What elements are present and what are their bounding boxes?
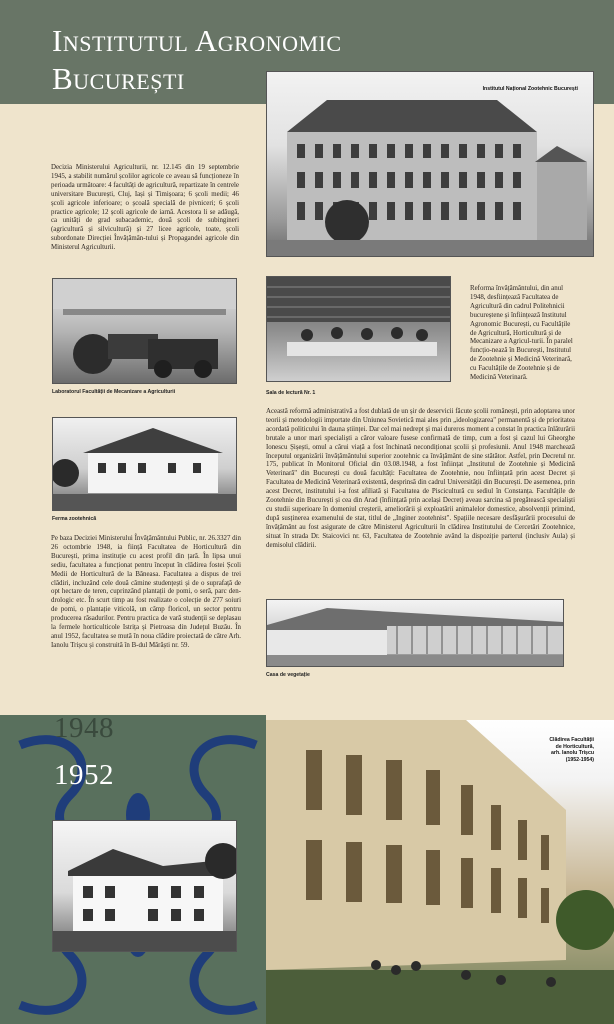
horticulture-building-photo — [266, 720, 614, 1024]
horticulture-caption-line-4: (1952-1954) — [565, 756, 594, 763]
main-building-caption: Institutul Național Zootehnic București — [482, 86, 578, 92]
paragraph-zootechnics-1948: Această reformă administrativă a fost dublată de un șir de deservicii făcute școlii românești, prin adoptarea unor teorii și metodologii importate din Uniunea Sovietică mai ales prin „ideologizarea" permanentă și de prioritatea acordată politicului în dauna științei. Dar cel mai nedrept și mai dureros moment a constat în practica înlăturării brutale a unor mari specialiști a căror valoare fusese confirmată de timp, cum a fost și cazul lui Gheorghe Ionescu Șișești, omul a cărui viață a fost închinată necondiționat școlii și profesiunii. Anul 1948 marchează începutul organizării învățământului superior zootehnic ca învățământ de sine stătător. Astfel, prin Decretul nr. 175, publicat în Monitorul Oficial din 03.08.1948, a fost înființat „Institutul de Zootehnie și Medicină Veterinară" din București cu două facultăți: Facultatea de Zootehnie, nou înființată prin acest Decret și Facultatea de Medicină Veterinară existentă, desprinsă din cadrul Universității din București. De asemenea, prin acest Decret, institutului i-a fost afiliată și Facultatea de Piscicultură cu sediul în Constanța. Facultățile de Zootehnie din București și cea din Arad (înființată prin același Decret) aveau sarcina să pregătească specialiști cu studii superioare în domeniul creșterii, ameliorării și exploatării animalelor domestice, absolvenții primind, după susținerea examenului de stat, titlul de „Inginer zootehnist". Spațiile necesare desfășurării procesului de învățământ au fost asigurate de către Ministerul Agriculturii în clădirea Institutului de Cercetări Zootehnice, situat în strada Dr. Staicovici nr. 63, Facultatea de Zootehnie având la dispoziție parterul (inclusiv Aula) și demisolul clădirii. — [266, 408, 576, 549]
horticulture-caption-line-3: arh. Ianolu Trișcu — [551, 750, 594, 756]
title-line-1: Institutul Agronomic — [52, 23, 342, 58]
main-building-photo — [266, 71, 594, 257]
title-line-2: București — [52, 61, 185, 96]
horticulture-caption-line-1: Clădirea Facultății — [549, 737, 594, 743]
greenhouse-caption: Casa de vegetație — [266, 672, 310, 678]
small-building-photo — [52, 820, 237, 952]
mechanization-lab-photo — [52, 278, 237, 384]
zootechnical-farm-caption: Ferma zootehnică — [52, 516, 97, 522]
paragraph-reform-1948: Reforma învățământului, din anul 1948, desființează Facultatea de Agricultură din cadrul Politehnicii bucureștene și înființează Institutul Agronomic București, cu Facultățile de Agricultură, Horticultură și de Mecanizare a Agricul-turii. În paralel funcțio-nează în București, Institutul de Zootehnie și Medicină Veterinară, cu Facultățile de Zootehnie și de Medicină Veterinară. — [470, 285, 573, 382]
year-start: 1948 — [54, 712, 114, 744]
reading-room-caption: Sala de lectură Nr. 1 — [266, 390, 316, 396]
mechanization-lab-caption: Laboratorul Facultății de Mecanizare a Agriculturii — [52, 389, 176, 395]
zootechnical-farm-photo — [52, 417, 237, 511]
greenhouse-photo — [266, 599, 564, 667]
paragraph-decision-1945: Decizia Ministerului Agriculturii, nr. 12.145 din 19 septembrie 1945, a stabilit numărul școlilor agricole ce aveau să funcționeze în perioada următoare: 4 facultăți de agricultură, repartizate în centrele universitare București, Cluj, Iași și Timișoara; 6 școli medii; 46 școli agricole inferioare; o școală specială de pivniceri; 6 școli practice agricole; 12 școli agricole de iarnă. Acestora li se adăugă, ca unități de grad subacademic, două școli de subingineri (agricultură și silvicultură) și 27 licee agricole, toate, școli subordonate Direcției Învățămân-tului și Propagandei agricole din Ministerul Agriculturii. — [51, 164, 239, 252]
year-end: 1952 — [54, 759, 114, 791]
paragraph-horticulture-1948: Pe baza Deciziei Ministerului Învățământului Public, nr. 26.3327 din 26 octombrie 1948, ia ființă Facultatea de Horticultură din București, prima instituție cu acest profil din țară. În lipsa unui sediu, facultatea a funcționat pentru început în clădirea fostei Școli Medii de Horticultură de la Băneasa. Facultatea a dispus de trei clădiri, incluzând cele două cămine studențești și de o suprafață de opt hectare de teren, cuprinzând plantații de pomi, o seră, parc den-drologic etc. În scurt timp au fost realizate o colecție de 277 soiuri de pomi, o plantație viticolă, un câmp floricol, un sector pentru producerea răsadurilor. Pentru practica de vară studenții se deplasau la fermele horticulticole Istrița și Pietroasa din Județul Buzău. În anul 1952, facultatea se mută în noua clădire proiectată de către Arh. Ianolu Trișcu și construită în B-dul Mărăști nr. 59. — [51, 535, 241, 649]
horticulture-building-caption — [490, 737, 594, 763]
reading-room-photo — [266, 276, 451, 382]
horticulture-caption-line-2: de Horticultură, — [555, 743, 594, 750]
